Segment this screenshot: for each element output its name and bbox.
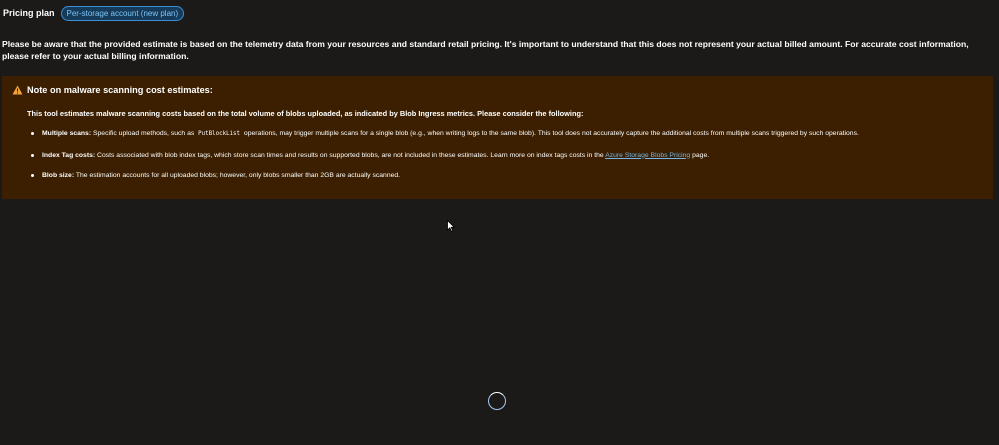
malware-scanning-note xyxy=(2,76,993,199)
item-text: Costs associated with blob index tags, which store scan times and results on supported blobs, are not included in these estimates. Learn more on index tags costs in the xyxy=(95,151,606,159)
note-intro: This tool estimates malware scanning costs based on the total volume of blobs uploaded, as indicated by Blob Ingress metrics. Please consider the following: xyxy=(27,109,584,118)
item-text: Specific upload methods, such as xyxy=(91,130,197,137)
list-item-index-tag-costs xyxy=(28,151,978,160)
item-title: Multiple scans: xyxy=(42,130,92,137)
list-item-blob-size xyxy=(28,171,978,180)
estimate-disclaimer xyxy=(2,38,992,62)
warning-icon xyxy=(12,85,23,95)
bullet-icon xyxy=(31,132,34,135)
loading-spinner-icon xyxy=(488,392,506,410)
azure-storage-blobs-pricing-link[interactable]: Azure Storage Blobs Pricing xyxy=(605,151,691,159)
bullet-icon xyxy=(31,174,34,177)
pricing-plan-selector[interactable]: Per-storage account (new plan) xyxy=(61,6,185,21)
pricing-plan-row xyxy=(3,5,184,21)
item-title: Blob size: xyxy=(42,172,75,179)
bullet-icon xyxy=(31,154,34,157)
note-list xyxy=(28,129,978,192)
list-item-multiple-scans xyxy=(28,129,978,139)
item-text: operations, may trigger multiple scans for a single blob (e.g., when writing logs to the same blob). This tool does not accurately capture the additional costs from multiple scans triggered by such operations. xyxy=(242,130,859,137)
disclaimer-line-1: Please be aware that the provided estimate is based on the telemetry data from your resources and standard retail pricing. It's important to understand that this does not represent your actual billed amount. For accurate cost information, xyxy=(2,39,969,49)
item-text: page. xyxy=(690,151,710,159)
pricing-plan-label: Pricing plan xyxy=(3,8,55,18)
note-header xyxy=(12,85,213,95)
disclaimer-line-2: please refer to your actual billing information. xyxy=(2,51,189,61)
mouse-pointer-icon xyxy=(447,220,455,232)
code-snippet: PutBlockList xyxy=(198,131,241,137)
item-text: The estimation accounts for all uploaded blobs; however, only blobs smaller than 2GB are actually scanned. xyxy=(74,172,401,179)
note-title: Note on malware scanning cost estimates: xyxy=(27,85,213,95)
item-title: Index Tag costs: xyxy=(42,151,96,159)
